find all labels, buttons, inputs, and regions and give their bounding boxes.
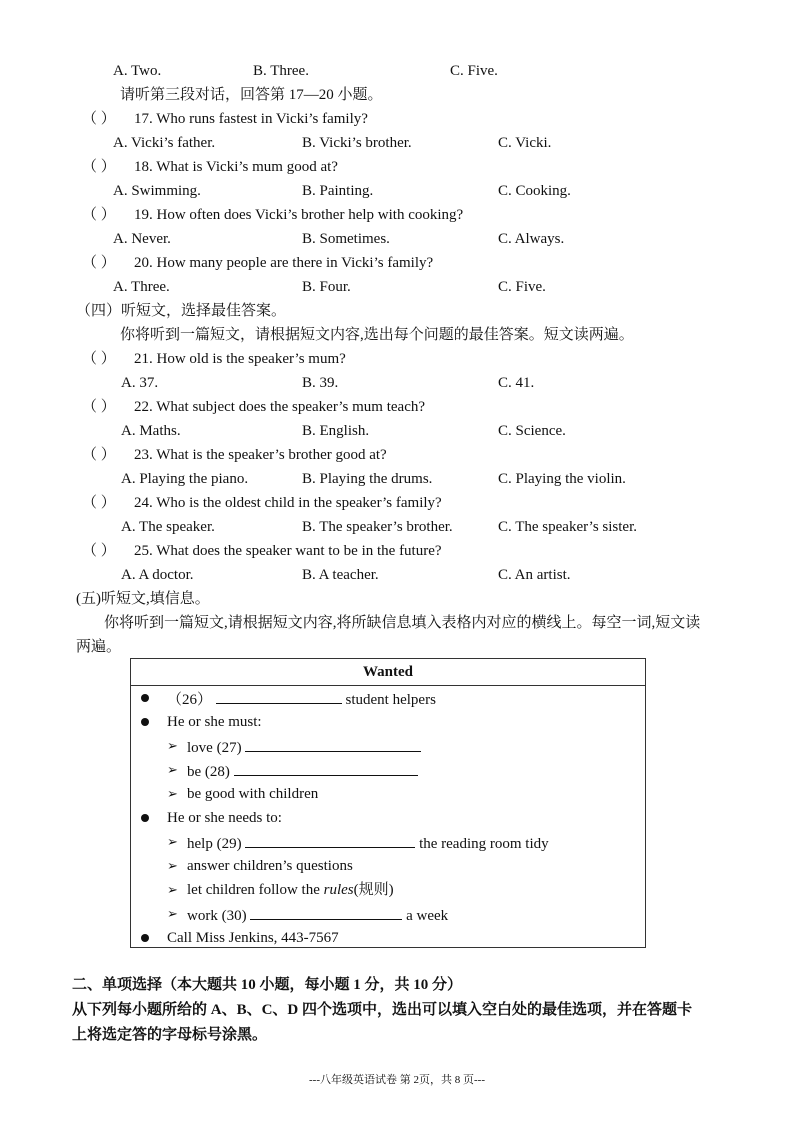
bullet-icon: [141, 694, 149, 702]
arrow-bullet-icon: ➢: [167, 882, 178, 897]
blank-29[interactable]: [245, 833, 415, 848]
item-26-number: （26）: [167, 692, 213, 708]
answer-paren: （ ）: [82, 159, 116, 175]
option-b: B. Vicki’s brother.: [302, 135, 412, 151]
question-text: 22. What subject does the speaker’s mum teach?: [134, 399, 426, 415]
item-30: [187, 905, 448, 925]
item-26-text: student helpers: [345, 692, 436, 708]
question-text: 25. What does the speaker want to be in the future?: [134, 543, 442, 559]
question-text: 18. What is Vicki’s mum good at?: [134, 159, 338, 175]
option-b: B. Sometimes.: [302, 231, 390, 247]
part4-title: （四）听短文，选择最佳答案。: [76, 303, 287, 319]
item-28-text: be (28): [187, 764, 230, 780]
item-28: [187, 761, 418, 781]
good-with-children: be good with children: [187, 786, 319, 802]
option-c: C. Five.: [498, 279, 546, 295]
option-c: C. Five.: [450, 63, 498, 79]
option-a: A. Three.: [113, 279, 170, 295]
arrow-bullet-icon: ➢: [167, 906, 178, 921]
option-a: A. The speaker.: [121, 519, 215, 535]
arrow-bullet-icon: ➢: [167, 786, 178, 801]
question-text: 23. What is the speaker’s brother good at?: [134, 447, 387, 463]
answer-paren: （ ）: [82, 447, 116, 463]
part4-intro: 你将听到一篇短文，请根据短文内容,选出每个问题的最佳答案。短文读两遍。: [120, 327, 634, 343]
bullet-icon: [141, 934, 149, 942]
option-c: C. Cooking.: [498, 183, 571, 199]
option-b: B. Playing the drums.: [302, 471, 433, 487]
item-29: [187, 833, 549, 853]
option-c: C. The speaker’s sister.: [498, 519, 638, 535]
option-a: A. Two.: [113, 63, 162, 79]
option-c: C. 41.: [498, 375, 535, 391]
section2-title: 二、单项选择（本大题共 10 小题，每小题 1 分，共 10 分）: [72, 977, 463, 993]
option-a: A. Playing the piano.: [121, 471, 249, 487]
part5-intro-line1: 你将听到一篇短文,请根据短文内容,将所缺信息填入表格内对应的横线上。每空一词,短文读: [104, 615, 701, 631]
option-b: B. Four.: [302, 279, 351, 295]
call-info: Call Miss Jenkins, 443-7567: [167, 930, 339, 946]
arrow-bullet-icon: ➢: [167, 858, 178, 873]
item-30-text: work (30): [187, 908, 247, 924]
item-29-text: help (29): [187, 836, 242, 852]
rules-word: rules: [323, 882, 354, 898]
answer-paren: （ ）: [82, 207, 116, 223]
bullet-icon: [141, 814, 149, 822]
item-29-tail: the reading room tidy: [419, 836, 549, 852]
blank-26[interactable]: [216, 689, 342, 704]
option-a: A. Vicki’s father.: [113, 135, 216, 151]
section3-intro: 请听第三段对话，回答第 17—20 小题。: [120, 87, 383, 103]
option-b: B. A teacher.: [302, 567, 379, 583]
question-text: 17. Who runs fastest in Vicki’s family?: [134, 111, 368, 127]
blank-27[interactable]: [245, 737, 421, 752]
page-footer: ---八年级英语试卷 第 2页，共 8 页---: [309, 1074, 485, 1086]
item-30-tail: a week: [406, 908, 449, 924]
answer-paren: （ ）: [82, 399, 116, 415]
blank-28[interactable]: [234, 761, 418, 776]
table-title: Wanted: [131, 659, 645, 686]
question-text: 19. How often does Vicki’s brother help with cooking?: [134, 207, 464, 223]
option-c: C. Playing the violin.: [498, 471, 626, 487]
option-b: B. Three.: [253, 63, 309, 79]
answer-questions: answer children’s questions: [187, 858, 353, 874]
option-a: A. Never.: [113, 231, 171, 247]
question-text: 24. Who is the oldest child in the speaker’s family?: [134, 495, 442, 511]
option-b: B. English.: [302, 423, 370, 439]
option-c: C. Always.: [498, 231, 565, 247]
option-a: A. Swimming.: [113, 183, 201, 199]
item-26: [167, 689, 436, 709]
blank-30[interactable]: [250, 905, 402, 920]
question-text: 21. How old is the speaker’s mum?: [134, 351, 346, 367]
option-c: C. Vicki.: [498, 135, 552, 151]
option-b: B. Painting.: [302, 183, 374, 199]
answer-paren: （ ）: [82, 351, 116, 367]
option-c: C. Science.: [498, 423, 566, 439]
answer-paren: （ ）: [82, 543, 116, 559]
option-b: B. 39.: [302, 375, 339, 391]
arrow-bullet-icon: ➢: [167, 762, 178, 777]
option-b: B. The speaker’s brother.: [302, 519, 453, 535]
option-a: A. 37.: [121, 375, 159, 391]
needs-label: He or she needs to:: [167, 810, 282, 826]
section2-line1: 从下列每小题所给的 A、B、C、D 四个选项中，选出可以填入空白处的最佳选项，并在答题卡: [72, 1002, 693, 1018]
follow-rules: [187, 881, 394, 899]
part5-intro-line2: 两遍。: [76, 639, 122, 655]
option-a: A. Maths.: [121, 423, 181, 439]
arrow-bullet-icon: ➢: [167, 738, 178, 753]
answer-paren: （ ）: [82, 111, 116, 127]
section2-line2: 上将选定答的字母标号涂黑。: [72, 1027, 268, 1043]
answer-paren: （ ）: [82, 495, 116, 511]
item-27-text: love (27): [187, 740, 242, 756]
part5-title: (五)听短文,填信息。: [76, 591, 210, 607]
item-27: [187, 737, 421, 757]
rules-post: (规则): [353, 882, 394, 898]
arrow-bullet-icon: ➢: [167, 834, 178, 849]
answer-paren: （ ）: [82, 255, 116, 271]
option-c: C. An artist.: [498, 567, 571, 583]
wanted-table: [130, 658, 646, 948]
bullet-icon: [141, 718, 149, 726]
must-label: He or she must:: [167, 714, 262, 730]
question-text: 20. How many people are there in Vicki’s family?: [134, 255, 434, 271]
option-a: A. A doctor.: [121, 567, 194, 583]
rules-pre: let children follow the: [187, 882, 324, 898]
